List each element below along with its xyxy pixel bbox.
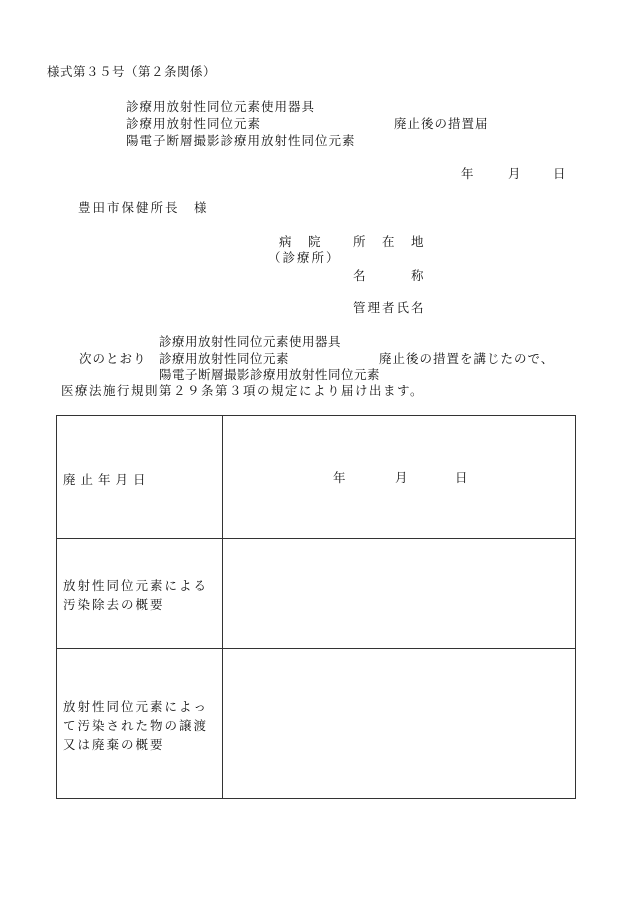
decontamination-label-line-1: 放射性同位元素による xyxy=(63,578,209,593)
body-option-1: 診療用放射性同位元素使用器具 xyxy=(159,334,342,349)
disposal-label-line-2: て汚染された物の譲渡 xyxy=(63,718,209,733)
administrator-name-label: 管理者氏名 xyxy=(353,300,426,315)
title-line-1: 診療用放射性同位元素使用器具 xyxy=(126,99,316,114)
body-post: 廃止後の措置を講じたので、 xyxy=(379,351,555,366)
disposal-label-line-1: 放射性同位元素によっ xyxy=(63,699,209,714)
form-number: 様式第３５号（第２条関係） xyxy=(47,64,217,79)
recipient: 豊田市保健所長 様 xyxy=(78,200,209,215)
decontamination-label-line-2: 汚染除去の概要 xyxy=(63,597,165,612)
title-line-3: 陽電子断層撮影診療用放射性同位元素 xyxy=(126,133,356,148)
abolition-date-label: 廃止年月日 xyxy=(63,472,151,487)
decontamination-label xyxy=(63,576,208,614)
disposal-entry-field[interactable] xyxy=(223,649,576,798)
clinic-label: （診療所） xyxy=(268,250,341,265)
report-table xyxy=(56,415,576,799)
abolition-year-field[interactable]: 年 xyxy=(333,470,346,485)
body-option-3: 陽電子断層撮影診療用放射性同位元素 xyxy=(159,367,381,382)
disposal-label-line-3: 又は廃棄の概要 xyxy=(63,737,165,752)
disposal-label xyxy=(63,697,208,754)
hospital-label: 病 院 xyxy=(279,234,323,249)
title-line-2: 診療用放射性同位元素 xyxy=(126,116,262,131)
date-month-label: 月 xyxy=(508,166,521,181)
date-day-label: 日 xyxy=(553,166,566,181)
date-year-label: 年 xyxy=(461,166,474,181)
body-prefix: 次のとおり xyxy=(79,351,147,366)
address-label: 所 在 地 xyxy=(353,234,426,249)
body-legal-basis: 医療法施行規則第２９条第３項の規定により届け出ます。 xyxy=(61,383,425,398)
abolition-day-field[interactable]: 日 xyxy=(455,470,468,485)
facility-name-label: 名 称 xyxy=(353,268,426,283)
title-suffix: 廃止後の措置届 xyxy=(394,116,489,131)
decontamination-entry-field[interactable] xyxy=(223,539,576,648)
body-option-2: 診療用放射性同位元素 xyxy=(159,351,290,366)
abolition-month-field[interactable]: 月 xyxy=(395,470,408,485)
